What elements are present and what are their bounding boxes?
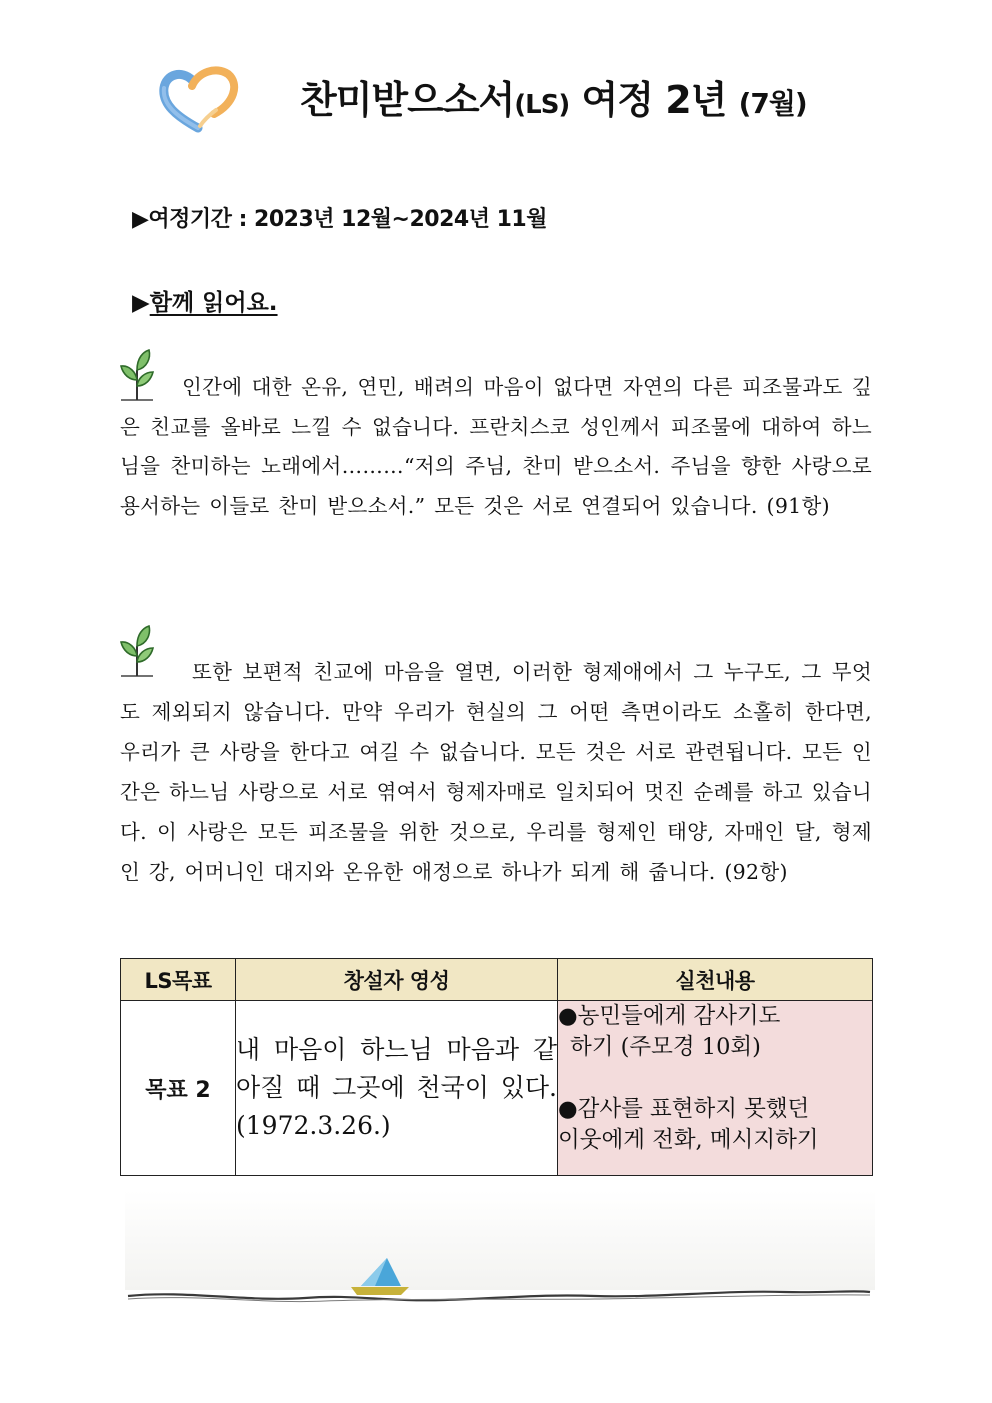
page-title: 찬미받으소서(LS) 여정 2년 (7월)	[300, 78, 807, 122]
table-header-row	[121, 959, 873, 1001]
practice-item-1-cont: 하기 (주모경 10회)	[570, 1034, 761, 1060]
ls-goal-table	[120, 958, 873, 1176]
sailboat-horizon-icon	[125, 1190, 875, 1320]
header-practice: 실천내용	[558, 959, 873, 1001]
journey-period: ▶여정기간 : 2023년 12월~2024년 11월	[132, 207, 547, 232]
goal-cell: 목표 2	[121, 1001, 236, 1176]
read-together-heading: ▶함께 읽어요.	[132, 290, 278, 316]
founder-quote-cell: 내 마음이 하느님 마음과 같아질 때 그곳에 천국이 있다. (1972.3.26.)	[236, 1001, 558, 1176]
paragraph-92: 또한 보편적 친교에 마음을 열면, 이러한 형제애에서 그 누구도, 그 무엇도 제외되지 않습니다. 만약 우리가 현실의 그 어떤 측면이라도 소홀히 한다면, 우리가 큰 사랑을 한다고 여길 수 없습니다. 모든 것은 서로 관련됩니다. 모든 인간은 하느님 사랑으로 서로 엮여서 형제자매로 일치되어 멋진 순례를 하고 있습니다. 이 사랑은 모든 피조물을 위한 것으로, 우리를 형제인 태양, 자매인 달, 형제인 강, 어머니인 대지와 온유한 애정으로 하나가 되게 해 줍니다. (92항)	[120, 660, 872, 884]
heart-logo-icon	[158, 66, 240, 134]
practice-item-1: ●농민들에게 감사기도	[558, 1003, 781, 1029]
practice-item-2: ●감사를 표현하지 못했던	[558, 1096, 810, 1122]
header-ls-goal: LS목표	[121, 959, 236, 1001]
table-row	[121, 1001, 873, 1176]
header-founder-spirituality: 창설자 영성	[236, 959, 558, 1001]
paragraph-91: 인간에 대한 온유, 연민, 배려의 마음이 없다면 자연의 다른 피조물과도 깊은 친교를 올바로 느낄 수 없습니다. 프란치스코 성인께서 피조물에 대하여 하느님을 찬미하는 노래에서………“저의 주님, 찬미 받으소서. 주님을 향한 사랑으로 용서하는 이들로 찬미 받으소서.” 모든 것은 서로 연결되어 있습니다. (91항)	[120, 375, 872, 518]
practice-cell	[558, 1001, 873, 1176]
practice-item-2-cont: 이웃에게 전화, 메시지하기	[558, 1127, 819, 1153]
